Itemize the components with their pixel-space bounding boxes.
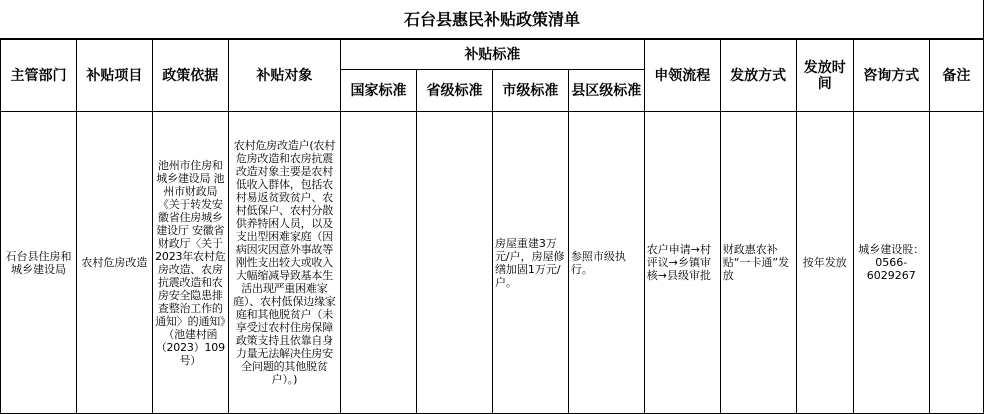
header-time: 发放时间 [796, 40, 853, 112]
document-title: 石台县惠民补贴政策清单 [0, 0, 984, 39]
cell-target: 农村危房改造户(农村危房改造和农房抗震改造对象主要是农村低收入群体，包括农村易返贫致贫户、农村低保户、农村分散供养特困人员，以及支出型困难家庭（因病因灾因意外事故等刚性支出较大或收入大幅缩减导致基本生活出现严重困难家庭）、农村低保边缘家庭和其他脱贫户（未享受过农村住房保障政策支持且依靠自身力量无法解决住房安全问题的其他脱贫户）。) [228, 112, 340, 414]
header-municipal: 市级标准 [492, 70, 568, 112]
cell-national [341, 112, 417, 414]
header-contact: 咨询方式 [853, 40, 929, 112]
header-dept: 主管部门 [1, 40, 77, 112]
cell-dept: 石台县住房和城乡建设局 [1, 112, 77, 414]
table-row [1, 112, 984, 414]
header-standard: 补贴标准 [341, 40, 645, 70]
cell-county: 参照市级执行。 [568, 112, 644, 414]
cell-method: 财政惠农补贴“一卡通”发放 [720, 112, 796, 414]
header-row-1 [1, 40, 984, 70]
header-method: 发放方式 [720, 40, 796, 112]
header-provincial: 省级标准 [417, 70, 493, 112]
header-project: 补贴项目 [76, 40, 152, 112]
cell-time: 按年发放 [796, 112, 853, 414]
header-national: 国家标准 [341, 70, 417, 112]
cell-basis: 池州市住房和城乡建设局 池州市财政局《关于转发安徽省住房城乡建设厅 安徽省财政厅〈关于2023年农村危房改造、农房抗震改造和农房安全隐患排查整治工作的通知〉的通知》（池建村函（2023）109号） [152, 112, 228, 414]
header-process: 申领流程 [644, 40, 720, 112]
cell-remark [929, 112, 983, 414]
cell-process: 农户申请→村评议→乡镇审核→县级审批 [644, 112, 720, 414]
header-basis: 政策依据 [152, 40, 228, 112]
subsidy-table [0, 39, 984, 414]
cell-municipal: 房屋重建3万元/户，房屋修缮加固1万元/户。 [492, 112, 568, 414]
cell-contact: 城乡建设股：0566-6029267 [853, 112, 929, 414]
cell-project: 农村危房改造 [76, 112, 152, 414]
cell-provincial [417, 112, 493, 414]
header-remark: 备注 [929, 40, 983, 112]
header-county: 县区级标准 [568, 70, 644, 112]
header-target: 补贴对象 [228, 40, 340, 112]
